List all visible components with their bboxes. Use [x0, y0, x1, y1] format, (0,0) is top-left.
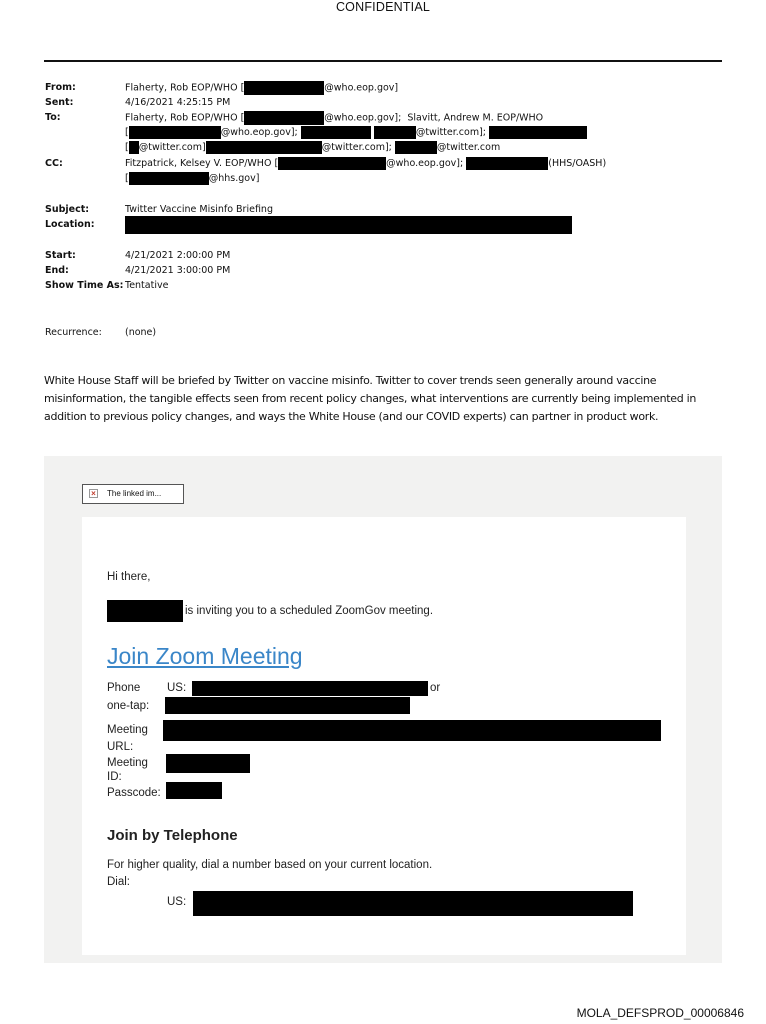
dial-number-redaction [193, 891, 633, 916]
join-zoom-link[interactable]: Join Zoom Meeting [107, 643, 303, 669]
phone-or: or [430, 682, 441, 694]
meeting-url-label-1: Meeting [107, 724, 148, 736]
body-paragraph: White House Staff will be briefed by Twitter on vaccine misinfo. Twitter to cover trends seen generally around vaccine misinformation, the tangible effects seen from recent policy changes, what interventions are currently being implemented in addition to previous policy changes, and ways the White House (and our COVID experts) can partner in product work. [44, 374, 697, 423]
subject-value: Twitter Vaccine Misinfo Briefing [125, 204, 273, 215]
show-time-label: Show Time As: [45, 280, 124, 291]
meeting-id-redaction [166, 754, 250, 773]
end-value: 4/21/2021 3:00:00 PM [125, 265, 231, 276]
classification-label: CONFIDENTIAL [335, 0, 431, 14]
start-value: 4/21/2021 2:00:00 PM [125, 250, 231, 261]
header-divider [44, 60, 722, 62]
from-value: Flaherty, Rob EOP/WHO [ @who.eop.gov] [125, 82, 399, 94]
subject-label: Subject: [45, 204, 90, 215]
bates-number: MOLA_DEFSPROD_00006846 [576, 1006, 744, 1020]
recurrence-label: Recurrence: [45, 327, 102, 338]
linked-image-placeholder[interactable] [82, 484, 184, 504]
phone-label: Phone [107, 682, 141, 694]
dial-label: Dial: [107, 876, 131, 888]
to-line-2: [ @who.eop.gov]; @twitter.com]; [125, 126, 587, 140]
one-tap-redaction [165, 697, 410, 714]
passcode-redaction [166, 782, 222, 799]
greeting: Hi there, [107, 571, 151, 583]
cc-line-2: [ @hhs.gov] [125, 173, 260, 184]
meeting-id-label-2: ID: [107, 771, 122, 783]
inviting-text: is inviting you to a scheduled ZoomGov meeting. [185, 605, 434, 617]
phone-us-label: US: [167, 682, 187, 694]
sent-value: 4/16/2021 4:25:15 PM [125, 97, 231, 108]
start-label: Start: [45, 250, 76, 261]
to-label: To: [45, 112, 61, 123]
dial-us-label: US: [167, 896, 187, 908]
location-redaction [125, 216, 572, 234]
recurrence-value: (none) [125, 327, 157, 338]
sent-label: Sent: [45, 97, 74, 108]
phone-number-redaction [192, 681, 428, 696]
to-line-1: Flaherty, Rob EOP/WHO [ @who.eop.gov]; Slavitt, Andrew M. EOP/WHO [125, 112, 544, 124]
telephone-heading: Join by Telephone [107, 827, 238, 844]
passcode-label: Passcode: [107, 787, 161, 799]
from-label: From: [45, 82, 76, 93]
quality-text: For higher quality, dial a number based on your current location. [107, 859, 433, 871]
cc-label: CC: [45, 158, 63, 169]
broken-image-icon: × [89, 489, 98, 498]
location-label: Location: [45, 219, 95, 230]
show-time-value: Tentative [125, 280, 169, 291]
meeting-url-redaction [163, 720, 661, 741]
to-line-3: [ @twitter.com] @twitter.com]; @twitter.com [125, 142, 501, 153]
end-label: End: [45, 265, 69, 276]
meeting-id-label-1: Meeting [107, 757, 148, 769]
meeting-url-label-2: URL: [107, 741, 134, 753]
one-tap-label: one-tap: [107, 700, 150, 712]
cc-line-1: Fitzpatrick, Kelsey V. EOP/WHO [ @who.eop.gov]; (HHS/OASH) [125, 158, 607, 169]
host-redaction [107, 600, 183, 622]
linked-image-text: The linked im... [107, 489, 162, 498]
